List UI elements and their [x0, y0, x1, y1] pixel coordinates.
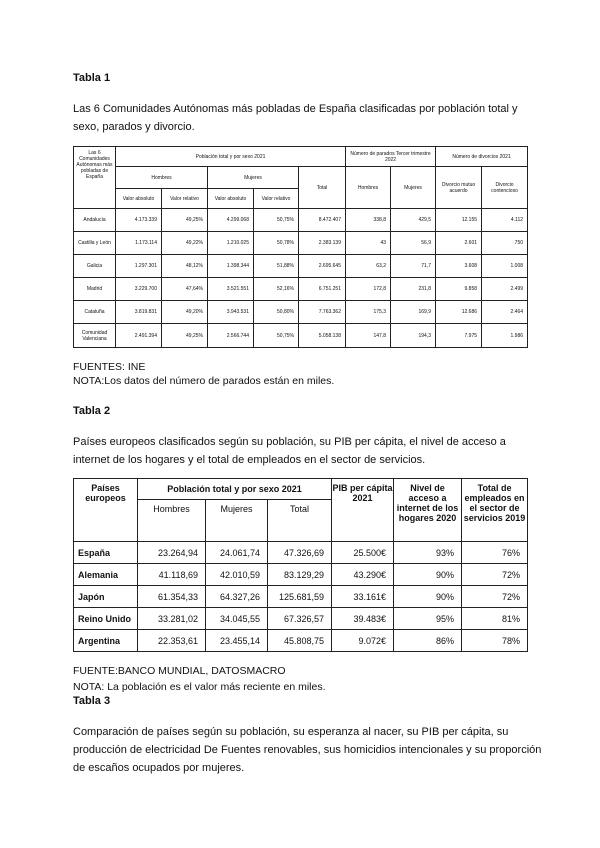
- cell: 2.695.645: [299, 255, 346, 278]
- cell: 50,75%: [254, 324, 299, 348]
- col-internet-header: Nivel de acceso a internet de los hogares 2020: [394, 479, 462, 542]
- cell: 2.601: [436, 232, 482, 255]
- sub-total-header: Total: [268, 500, 332, 542]
- cell: 1.210.025: [208, 232, 254, 255]
- cell: 50,80%: [254, 301, 299, 324]
- cell: 24.061,74: [206, 542, 268, 564]
- cell: 147,8: [346, 324, 391, 348]
- row-name: Castilla y León: [74, 232, 116, 255]
- sub-divorcio-mutuo-header: Divorcio mutuo acuerdo: [436, 167, 482, 209]
- cell: 22.353,61: [138, 630, 206, 652]
- cell: 9.072€: [332, 630, 394, 652]
- table-row: [74, 278, 528, 301]
- cell: 72%: [462, 586, 528, 608]
- col-divorcios-header: Número de divorcios 2021: [436, 147, 528, 167]
- row-name: Galicia: [74, 255, 116, 278]
- cell: 231,8: [391, 278, 436, 301]
- cell: 4.112: [482, 209, 528, 232]
- cell: 3.608: [436, 255, 482, 278]
- sub-total-header: Total: [299, 167, 346, 209]
- sub-mujeres-header: Mujeres: [208, 167, 299, 189]
- row-name: España: [74, 542, 138, 564]
- sub-parados-mujeres-header: Mujeres: [391, 167, 436, 209]
- cell: 93%: [394, 542, 462, 564]
- row-name: Japón: [74, 586, 138, 608]
- cell: 49,20%: [162, 301, 208, 324]
- cell: 95%: [394, 608, 462, 630]
- cell: 72%: [462, 564, 528, 586]
- col-empleados-header: Total de empleados en el sector de servicios 2019: [462, 479, 528, 542]
- col-parados-header: Número de parados Tercer trimestre 2022: [346, 147, 436, 167]
- cell: 56,9: [391, 232, 436, 255]
- row-name: Comunidad Valenciana: [74, 324, 116, 348]
- cell: 86%: [394, 630, 462, 652]
- cell: 50,75%: [254, 209, 299, 232]
- cell: 2.499: [482, 278, 528, 301]
- row-name: Madrid: [74, 278, 116, 301]
- cell: 3.229.700: [116, 278, 162, 301]
- sub-divorcio-contencioso-header: Divorcio contencioso: [482, 167, 528, 209]
- tabla2-note: NOTA: La población es el valor más reciente en miles.: [73, 681, 326, 693]
- cell: 78%: [462, 630, 528, 652]
- col-paises-header: Países europeos: [74, 479, 138, 542]
- tabla1-description: Las 6 Comunidades Autónomas más pobladas de España clasificadas por población total y sexo, parados y divorcio.: [73, 103, 518, 133]
- col-poblacion-header: Población total y por sexo 2021: [138, 479, 332, 500]
- cell: 61.354,33: [138, 586, 206, 608]
- cell: 1.297.301: [116, 255, 162, 278]
- cell: 76%: [462, 542, 528, 564]
- cell: 2.491.394: [116, 324, 162, 348]
- cell: 49,22%: [162, 232, 208, 255]
- row-name: Cataluña: [74, 301, 116, 324]
- cell: 47,64%: [162, 278, 208, 301]
- cell: 43.290€: [332, 564, 394, 586]
- cell: 81%: [462, 608, 528, 630]
- table-row: [74, 630, 528, 652]
- cell: 3.521.551: [208, 278, 254, 301]
- cell: 12.686: [436, 301, 482, 324]
- row-name: Alemania: [74, 564, 138, 586]
- table-row: [74, 542, 528, 564]
- valor-absoluto-header: Valor absoluto: [116, 189, 162, 209]
- sub-mujeres-header: Mujeres: [206, 500, 268, 542]
- cell: 4.299.068: [208, 209, 254, 232]
- valor-absoluto-header: Valor absoluto: [208, 189, 254, 209]
- row-name: Argentina: [74, 630, 138, 652]
- tabla1-note: NOTA:Los datos del número de parados están en miles.: [73, 375, 335, 387]
- cell: 750: [482, 232, 528, 255]
- cell: 7.975: [436, 324, 482, 348]
- cell: 6.751.251: [299, 278, 346, 301]
- cell: 1.398.344: [208, 255, 254, 278]
- col-pib-header: PIB per cápita 2021: [332, 479, 394, 542]
- cell: 1.986: [482, 324, 528, 348]
- cell: 50,78%: [254, 232, 299, 255]
- cell: 9.858: [436, 278, 482, 301]
- cell: 34.045,55: [206, 608, 268, 630]
- cell: 51,88%: [254, 255, 299, 278]
- cell: 71,7: [391, 255, 436, 278]
- sub-hombres-header: Hombres: [138, 500, 206, 542]
- cell: 175,3: [346, 301, 391, 324]
- cell: 1.008: [482, 255, 528, 278]
- cell: 169,9: [391, 301, 436, 324]
- cell: 338,8: [346, 209, 391, 232]
- cell: 25.500€: [332, 542, 394, 564]
- cell: 1.173.114: [116, 232, 162, 255]
- cell: 125.681,59: [268, 586, 332, 608]
- tabla3-heading: Tabla 3: [73, 695, 111, 707]
- valor-relativo-header: Valor relativo: [162, 189, 208, 209]
- cell: 7.763.362: [299, 301, 346, 324]
- tabla2-source: FUENTE:BANCO MUNDIAL, DATOSMACRO: [73, 665, 286, 677]
- cell: 33.161€: [332, 586, 394, 608]
- cell: 4.173.339: [116, 209, 162, 232]
- cell: 429,5: [391, 209, 436, 232]
- table-row: [74, 564, 528, 586]
- cell: 23.264,94: [138, 542, 206, 564]
- tabla2-table: [73, 478, 528, 652]
- tabla1-table: [73, 146, 528, 348]
- col-poblacion-header: Población total y por sexo 2021: [116, 147, 346, 167]
- table-row: [74, 301, 528, 324]
- table-row: [74, 232, 528, 255]
- cell: 5.058.138: [299, 324, 346, 348]
- table-row: [74, 255, 528, 278]
- sub-hombres-header: Hombres: [116, 167, 208, 189]
- cell: 47.326,69: [268, 542, 332, 564]
- cell: 90%: [394, 564, 462, 586]
- cell: 33.281,02: [138, 608, 206, 630]
- tabla3-description: Comparación de países según su población, su esperanza al nacer, su PIB per cápita, su producción de electricidad De Fuentes renovables, sus homicidios intencionales y su proporción de escaños ocupados por mujeres.: [73, 726, 542, 774]
- cell: 8.472.407: [299, 209, 346, 232]
- cell: 2.464: [482, 301, 528, 324]
- cell: 3.819.831: [116, 301, 162, 324]
- cell: 2.566.744: [208, 324, 254, 348]
- col-region-header: Las 6 Comunidades Autónomas más pobladas de España: [74, 147, 116, 209]
- tabla1-body: [74, 209, 528, 348]
- cell: 43: [346, 232, 391, 255]
- cell: 194,3: [391, 324, 436, 348]
- table-row: [74, 586, 528, 608]
- tabla2-description: Países europeos clasificados según su población, su PIB per cápita, el nivel de acceso a internet de los hogares y el total de empleados en el sector de servicios.: [73, 436, 506, 466]
- cell: 41.118,69: [138, 564, 206, 586]
- cell: 67.326,57: [268, 608, 332, 630]
- sub-parados-hombres-header: Hombres: [346, 167, 391, 209]
- row-name: Reino Unido: [74, 608, 138, 630]
- row-name: Andalucía: [74, 209, 116, 232]
- cell: 64.327,26: [206, 586, 268, 608]
- cell: 2.383.139: [299, 232, 346, 255]
- cell: 39.483€: [332, 608, 394, 630]
- tabla2-heading: Tabla 2: [73, 405, 111, 417]
- cell: 3.943.531: [208, 301, 254, 324]
- cell: 45.808,75: [268, 630, 332, 652]
- cell: 48,12%: [162, 255, 208, 278]
- table-row: [74, 209, 528, 232]
- tabla1-heading: Tabla 1: [73, 72, 111, 84]
- tabla2-body: [74, 542, 528, 652]
- table-row: [74, 324, 528, 348]
- cell: 83.129,29: [268, 564, 332, 586]
- cell: 23.455,14: [206, 630, 268, 652]
- tabla1-source: FUENTES: INE: [73, 361, 146, 373]
- cell: 49,25%: [162, 324, 208, 348]
- cell: 63,2: [346, 255, 391, 278]
- cell: 90%: [394, 586, 462, 608]
- valor-relativo-header: Valor relativo: [254, 189, 299, 209]
- cell: 42.010,59: [206, 564, 268, 586]
- cell: 12.155: [436, 209, 482, 232]
- table-row: [74, 608, 528, 630]
- cell: 49,25%: [162, 209, 208, 232]
- cell: 52,16%: [254, 278, 299, 301]
- cell: 172,8: [346, 278, 391, 301]
